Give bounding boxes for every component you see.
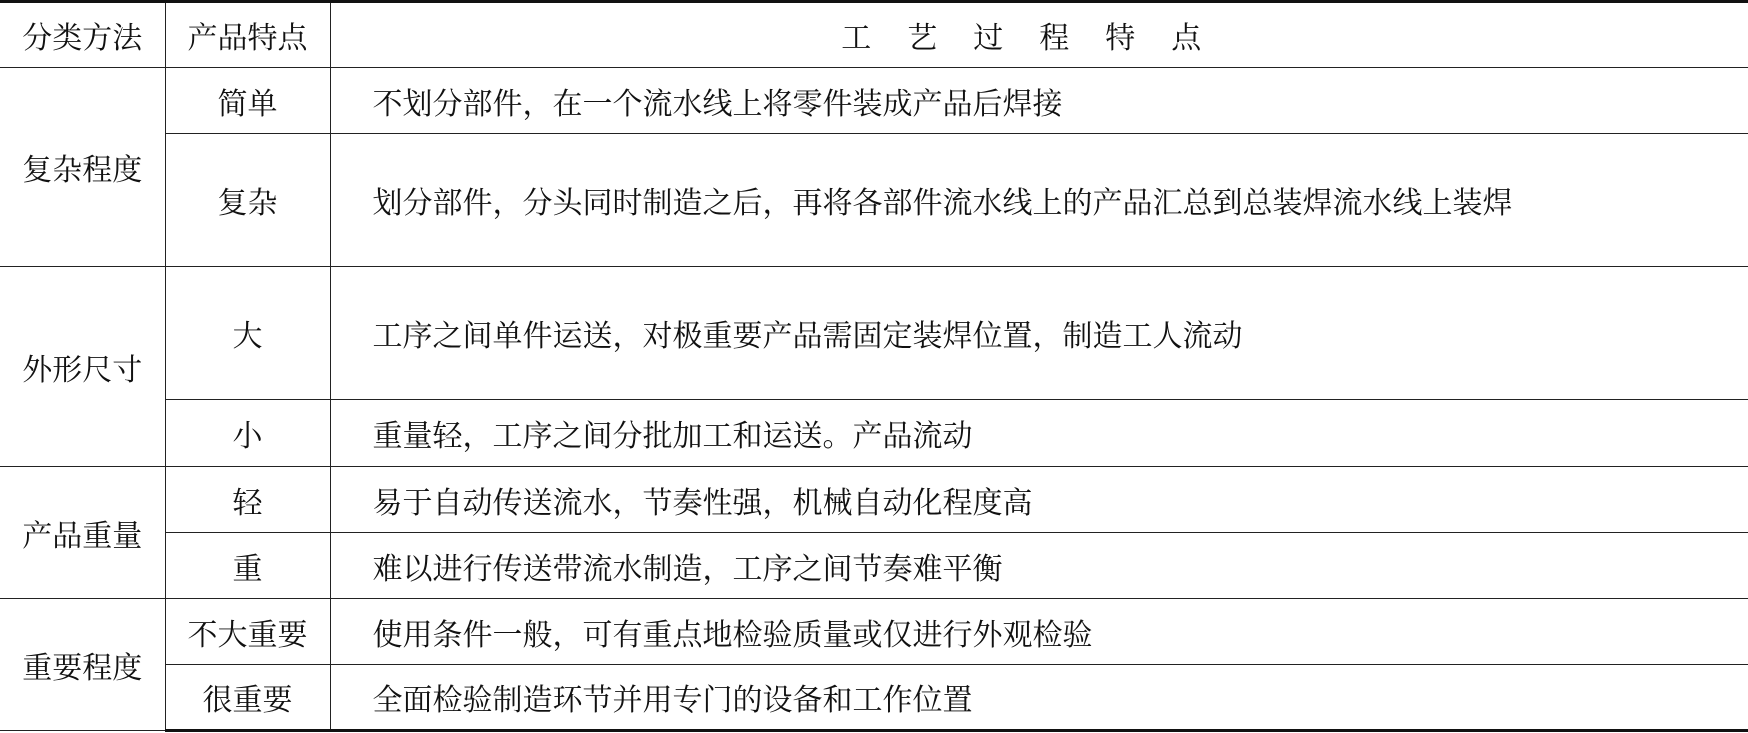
process-cell: 难以进行传送带流水制造，工序之间节奏难平衡 [330, 533, 1748, 599]
table-row [0, 400, 1748, 467]
table-row [0, 533, 1748, 599]
table-row [0, 134, 1748, 267]
feature-cell: 复杂 [165, 134, 330, 267]
method-cell-complexity: 复杂程度 [0, 68, 165, 267]
feature-cell: 很重要 [165, 665, 330, 731]
method-cell-size: 外形尺寸 [0, 267, 165, 467]
feature-cell: 轻 [165, 467, 330, 533]
method-cell-importance: 重要程度 [0, 599, 165, 731]
table-row [0, 467, 1748, 533]
table-row [0, 665, 1748, 731]
process-cell: 重量轻，工序之间分批加工和运送。产品流动 [330, 400, 1748, 467]
feature-cell: 不大重要 [165, 599, 330, 665]
feature-cell: 小 [165, 400, 330, 467]
header-process: 工艺过程特点 [330, 2, 1748, 68]
header-feature: 产品特点 [165, 2, 330, 68]
table-row [0, 599, 1748, 665]
feature-cell: 重 [165, 533, 330, 599]
table-row [0, 267, 1748, 400]
header-method: 分类方法 [0, 2, 165, 68]
process-cell: 全面检验制造环节并用专门的设备和工作位置 [330, 665, 1748, 731]
process-cell: 划分部件，分头同时制造之后，再将各部件流水线上的产品汇总到总装焊流水线上装焊 [330, 134, 1748, 267]
process-cell: 工序之间单件运送，对极重要产品需固定装焊位置，制造工人流动 [330, 267, 1748, 400]
process-cell: 不划分部件，在一个流水线上将零件装成产品后焊接 [330, 68, 1748, 134]
header-row [0, 2, 1748, 68]
process-cell: 易于自动传送流水，节奏性强，机械自动化程度高 [330, 467, 1748, 533]
method-cell-weight: 产品重量 [0, 467, 165, 599]
process-cell: 使用条件一般，可有重点地检验质量或仅进行外观检验 [330, 599, 1748, 665]
feature-cell: 简单 [165, 68, 330, 134]
table-row [0, 68, 1748, 134]
feature-cell: 大 [165, 267, 330, 400]
